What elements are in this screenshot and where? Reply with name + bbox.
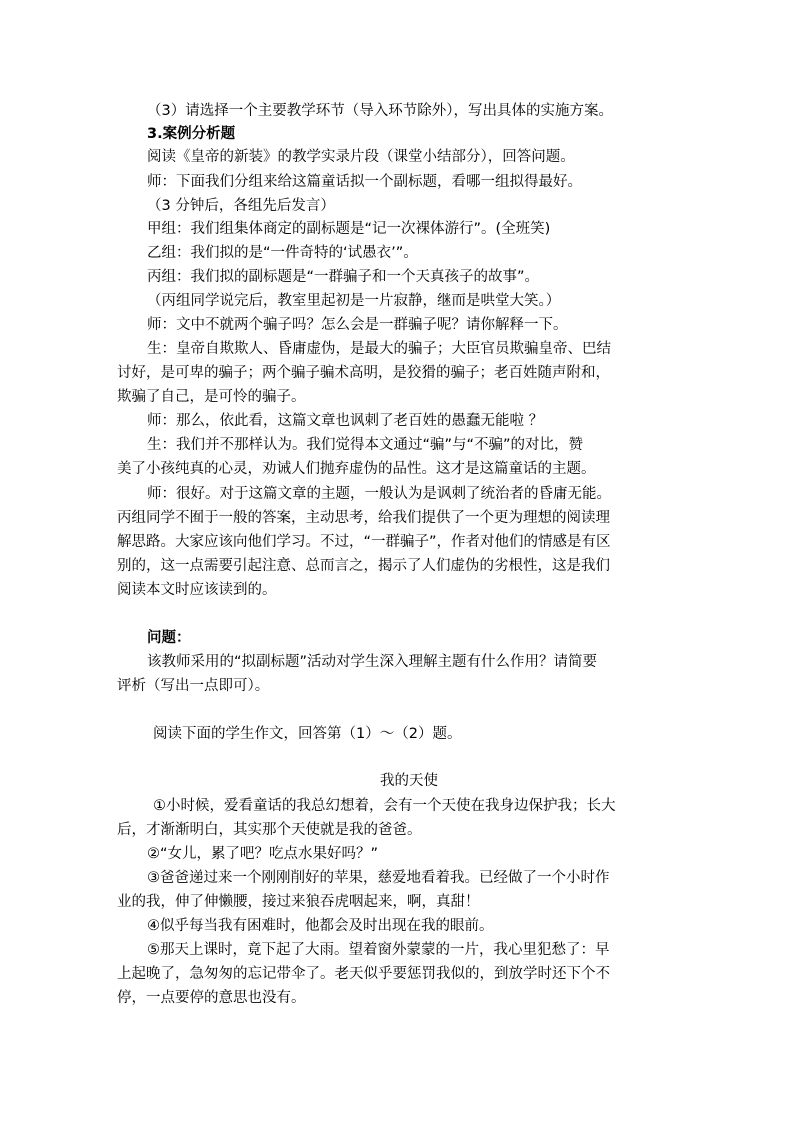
essay-line: ②“女儿，累了吧？吃点水果好吗？” [147,846,379,862]
essay-title: 我的天使 [380,773,438,789]
intro-paragraph: 阅读《皇帝的新装》的教学实录片段（课堂小结部分），回答问题。 [147,149,575,165]
dialogue-line: 甲组：我们组集体商定的副标题是“记一次裸体游行”。(全班笑) [147,221,551,237]
question-3: （3）请选择一个主要教学环节（导入环节除外），写出具体的实施方案。 [147,103,613,119]
teacher-question: 师：那么，依此看，这篇文章也讽刺了老百姓的愚蠢无能啦 ？ [147,413,544,429]
teacher-comment-line: 别的，这一点需要引起注意、总而言之，揭示了人们虚伪的劣根性，这是我们 [117,558,610,574]
essay-line: ①小时候，爱看童话的我总幻想着，会有一个天使在我身边保护我；长大 [153,798,616,814]
teacher-comment-line: 丙组同学不囿于一般的答案，主动思考，给我们提供了一个更为理想的阅读理 [117,510,610,526]
dialogue-line: 师：文中不就两个骗子吗？怎么会是一群骗子呢？请你解释一下。 [147,317,568,333]
student-answer-line: 美了小孩纯真的心灵，劝诫人们抛弃虚伪的品性。这才是这篇童话的主题。 [117,461,596,477]
teacher-comment-line: 阅读本文时应该读到的。 [117,582,277,598]
dialogue-line: 丙组：我们拟的副标题是“一群骗子和一个天真孩子的故事”。 [147,269,540,285]
essay-line: 业的我，伸了伸懒腰，接过来狼吞虎咽起来，啊，真甜！ [117,894,480,910]
dialogue-line: 师：下面我们分组来给这篇童话拟一个副标题，看哪一组拟得最好。 [147,174,582,190]
student-answer-line: 欺骗了自己，是可怜的骗子。 [117,389,306,405]
teacher-comment-line: 解思路。大家应该向他们学习。不过，“一群骗子”，作者对他们的情感是有区 [117,534,611,550]
essay-line: 停，一点要停的意思也没有。 [117,990,306,1006]
essay-line: ④似乎每当我有困难时，他都会及时出现在我的眼前。 [147,918,494,934]
student-answer-line: 生：我们并不那样认为。我们觉得本文通过“骗”与“不骗”的对比，赞 [147,437,584,453]
student-answer-line: 生：皇帝自欺欺人、昏庸虚伪，是最大的骗子；大臣官员欺骗皇帝、巴结 [147,341,611,357]
question-heading: 问题： [147,630,191,646]
essay-line: 后，才渐渐明白，其实那个天使就是我的爸爸。 [117,822,422,838]
student-answer-line: 讨好，是可卑的骗子；两个骗子骗术高明，是狡猾的骗子；老百姓随声附和， [117,365,610,381]
dialogue-line: 乙组：我们拟的是“一件奇特的‘试愚衣’”。 [147,245,418,261]
question-text-line: 评析（写出一点即可）。 [117,678,270,694]
essay-line: 上起晚了，急匆匆的忘记带伞了。老天似乎要惩罚我似的，到放学时还下个不 [117,966,610,982]
section-heading: 3.案例分析题 [147,126,236,142]
question-text-line: 该教师采用的“拟副标题”活动对学生深入理解主题有什么作用？请简要 [147,654,598,670]
teacher-comment-line: 师：很好。对于这篇文章的主题，一般认为是讽刺了统治者的昏庸无能。 [147,486,611,502]
essay-line: ⑤那天上课时，竟下起了大雨。望着窗外蒙蒙的一片，我心里犯愁了：早 [147,942,610,958]
essay-intro: 阅读下面的学生作文，回答第（1）～（2）题。 [153,726,462,742]
dialogue-line: （丙组同学说完后，教室里起初是一片寂静，继而是哄堂大笑。） [147,293,561,309]
dialogue-line: （3 分钟后，各组先后发言） [147,198,335,214]
essay-line: ③爸爸递过来一个刚刚削好的苹果，慈爱地看着我。已经做了一个小时作 [147,870,610,886]
